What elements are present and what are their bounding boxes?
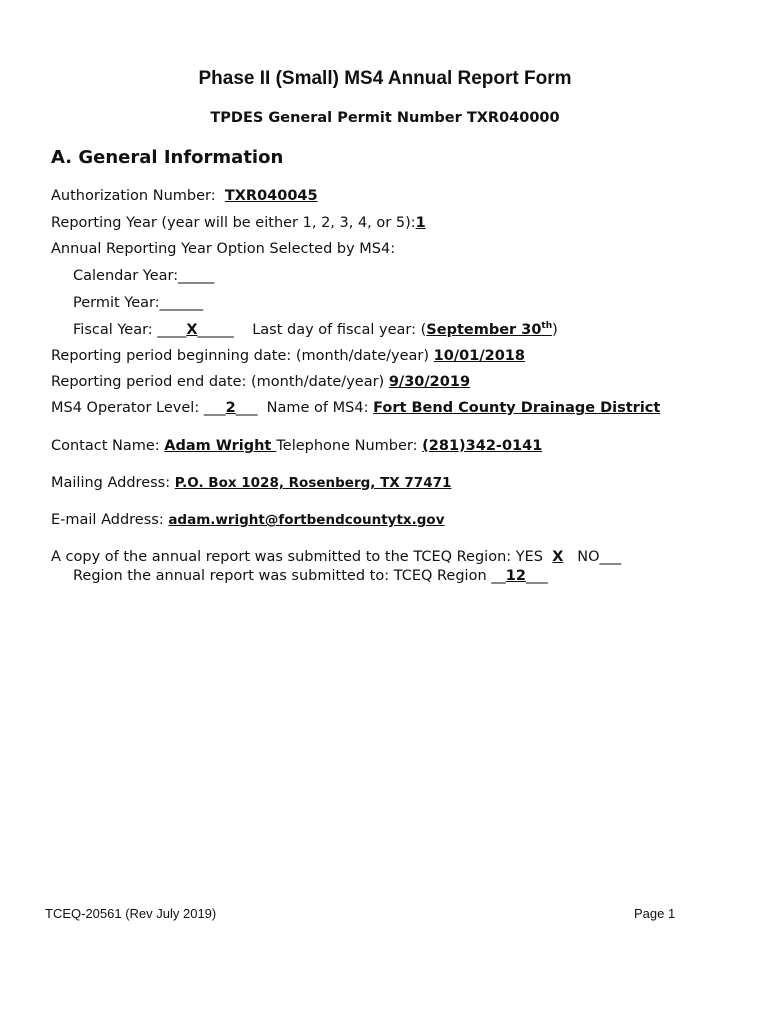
copy-submitted-label: A copy of the annual report was submitted to the TCEQ Region: YES: [51, 549, 543, 565]
permit-year-row: [73, 295, 203, 311]
yes-mark: X: [552, 549, 564, 565]
option-label: Annual Reporting Year Option Selected by MS4:: [51, 241, 396, 257]
period-begin-value: 10/01/2018: [433, 348, 525, 364]
form-title: Phase II (Small) MS4 Annual Report Form: [198, 68, 572, 89]
operator-row: [51, 400, 660, 416]
permit-year-label: Permit Year:: [73, 295, 160, 311]
authorization-value: TXR040045: [224, 188, 318, 204]
region-row: [73, 568, 548, 584]
calendar-year-label: Calendar Year:: [73, 268, 179, 284]
region-blank-pre: __: [491, 568, 506, 584]
last-day-label: Last day of fiscal year: (: [252, 321, 427, 338]
operator-level-blank-pre: ___: [203, 400, 226, 416]
region-label: Region the annual report was submitted to: TCEQ Region: [73, 568, 487, 584]
fiscal-year-row: Fiscal Year: ____X_____ Last day of fiscal year: (September 30th): [73, 321, 558, 338]
calendar-year-row: [73, 268, 214, 284]
reporting-year-value: 1: [415, 215, 426, 231]
authorization-label: Authorization Number:: [51, 188, 216, 204]
operator-level-blank-post: ___: [235, 400, 258, 416]
form-id-footer: TCEQ-20561 (Rev July 2019): [45, 906, 217, 921]
fiscal-year-mark: X: [186, 321, 198, 338]
calendar-year-blank: _____: [178, 268, 215, 284]
period-end-label: Reporting period end date: (month/date/year): [51, 374, 385, 390]
period-begin-row: [51, 348, 525, 364]
email-row: [51, 512, 445, 528]
region-blank-post: ___: [525, 568, 548, 584]
fiscal-year-blank-post: _____: [197, 321, 234, 338]
permit-number-line: TPDES General Permit Number TXR040000: [210, 110, 560, 126]
copy-submitted-row: [51, 549, 621, 565]
contact-name-label: Contact Name:: [51, 438, 160, 454]
mailing-row: [51, 475, 451, 491]
reporting-year-row: [51, 215, 426, 231]
period-end-value: 9/30/2019: [388, 374, 471, 390]
fiscal-year-blank-pre: ____: [157, 321, 187, 338]
email-value: adam.wright@fortbendcountytx.gov: [168, 512, 445, 528]
reporting-year-label: Reporting Year (year will be either 1, 2, 3, 4, or 5):: [51, 215, 416, 231]
telephone-label: Telephone Number:: [276, 438, 418, 454]
mailing-value: P.O. Box 1028, Rosenberg, TX 77471: [174, 475, 452, 491]
operator-level-value: 2: [225, 400, 236, 416]
no-label: NO: [577, 549, 600, 565]
page-number: Page 1: [634, 906, 676, 921]
operator-level-label: MS4 Operator Level:: [51, 400, 200, 416]
telephone-value: (281)342-0141: [422, 438, 543, 454]
fiscal-year-label: Fiscal Year:: [73, 321, 153, 338]
no-blank: ___: [599, 549, 622, 565]
contact-name-value: Adam Wright: [164, 438, 277, 454]
period-begin-label: Reporting period beginning date: (month/date/year): [51, 348, 430, 364]
mailing-label: Mailing Address:: [51, 475, 171, 491]
section-heading: A. General Information: [51, 147, 284, 168]
contact-row: [51, 438, 542, 454]
period-end-row: [51, 374, 470, 390]
last-day-value: September 30th: [426, 321, 553, 338]
email-label: E-mail Address:: [51, 512, 164, 528]
region-value: 12: [505, 568, 526, 584]
ms4-name-value: Fort Bend County Drainage District: [373, 400, 661, 416]
authorization-row: [51, 188, 318, 204]
permit-year-blank: ______: [159, 295, 204, 311]
ms4-name-label: Name of MS4:: [266, 400, 369, 416]
